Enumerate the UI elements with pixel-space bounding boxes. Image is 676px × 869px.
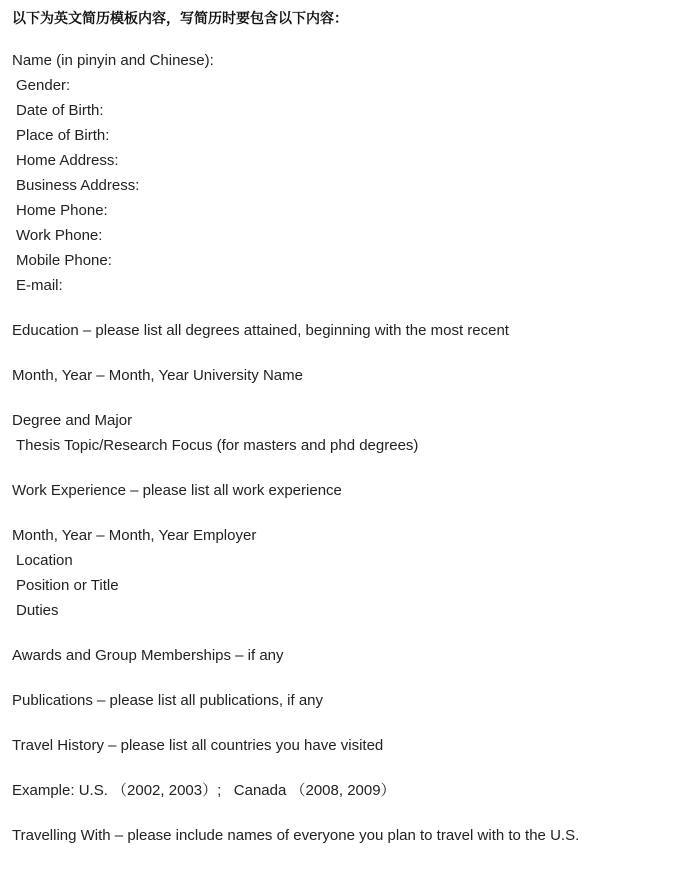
awards-section-title: Awards and Group Memberships – if any — [12, 647, 284, 664]
work-position-line: Position or Title — [16, 577, 119, 594]
dob-field-label: Date of Birth: — [16, 102, 104, 119]
mobile-phone-field-label: Mobile Phone: — [16, 252, 112, 269]
name-field-label: Name (in pinyin and Chinese): — [12, 52, 214, 69]
work-location-line: Location — [16, 552, 73, 569]
email-field-label: E-mail: — [16, 277, 63, 294]
work-duties-line: Duties — [16, 602, 59, 619]
home-address-field-label: Home Address: — [16, 152, 119, 169]
business-address-field-label: Business Address: — [16, 177, 140, 194]
work-dates-line: Month, Year – Month, Year Employer — [12, 527, 257, 544]
page-heading: 以下为英文简历模板内容，写简历时要包含以下内容： — [12, 11, 348, 27]
education-section-title: Education – please list all degrees attained, beginning with the most recent — [12, 322, 509, 339]
education-degree-line: Degree and Major — [12, 412, 133, 429]
pob-field-label: Place of Birth: — [16, 127, 110, 144]
travel-example-line: Example: U.S. （2002, 2003）; Canada （2008, 2009） — [12, 782, 396, 799]
travel-section-title: Travel History – please list all countries you have visited — [12, 737, 384, 754]
publications-section-title: Publications – please list all publications, if any — [12, 692, 324, 709]
travelling-with-section-title: Travelling With – please include names of everyone you plan to travel with to the U.S. — [12, 827, 580, 844]
work-section-title: Work Experience – please list all work experience — [12, 482, 342, 499]
education-thesis-line: Thesis Topic/Research Focus (for masters and phd degrees) — [16, 437, 419, 454]
gender-field-label: Gender: — [16, 77, 71, 94]
work-phone-field-label: Work Phone: — [16, 227, 103, 244]
education-dates-line: Month, Year – Month, Year University Name — [12, 367, 303, 384]
home-phone-field-label: Home Phone: — [16, 202, 108, 219]
